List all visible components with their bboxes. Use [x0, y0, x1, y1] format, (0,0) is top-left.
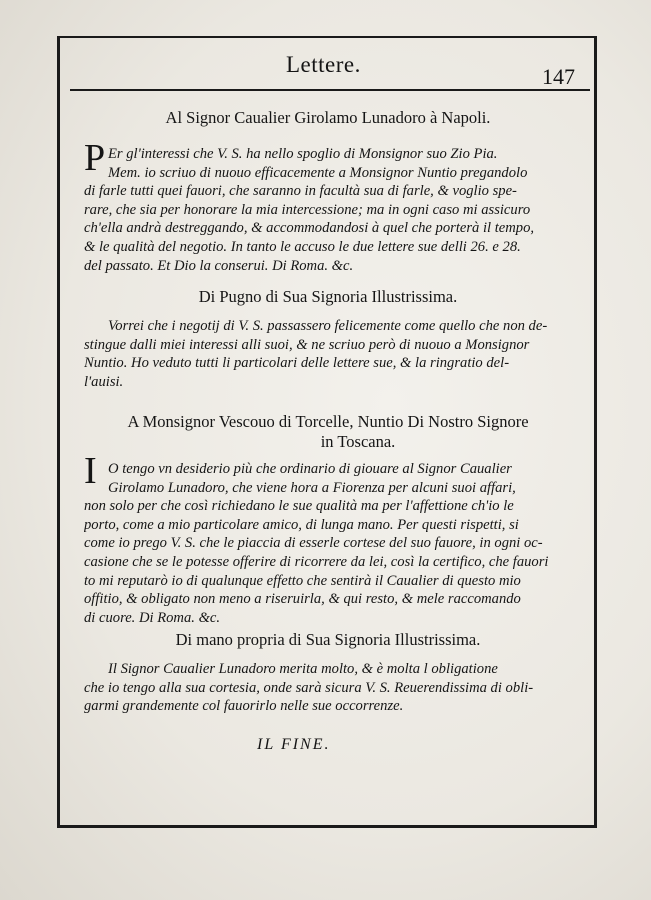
text-line: come io prego V. S. che le piaccia di esserle cortese del suo fauore, in ogni oc- — [84, 535, 543, 552]
text-line: casione che se le potesse offerire di ricorrere da lei, così la certifico, che fauori — [84, 553, 549, 570]
text-line: Mem. io scriuo di nuouo efficacemente a Monsignor Nuntio pregandolo — [108, 164, 528, 181]
text-line: Nuntio. Ho veduto tutti li particolari delle lettere sue, & la ringratio del- — [84, 355, 510, 372]
letter-1-initial: P — [84, 137, 106, 179]
letter-2-body — [84, 317, 586, 391]
text-line: Girolamo Lunadoro, che viene hora a Fiorenza per alcuni suoi affari, — [108, 479, 516, 496]
letter-2-heading: Di Pugno di Sua Signoria Illustrissima. — [198, 287, 458, 306]
text-line: Vorrei che i negotij di V. S. passassero felicemente come quello che non de- — [108, 318, 548, 334]
text-line: & le qualità del negotio. In tanto le accuso le due lettere sue delli 26. e 28. — [84, 238, 521, 255]
text-line: non solo per che così richiedano le sue qualità ma per l'affettione ch'io le — [84, 498, 514, 515]
letter-4-heading: Di mano propria di Sua Signoria Illustrissima. — [175, 630, 481, 649]
colophon-il-fine: IL FINE. — [257, 736, 331, 753]
letter-1-heading: Al Signor Caualier Girolamo Lunadoro à Napoli. — [165, 108, 491, 127]
letter-1-body — [84, 145, 586, 275]
text-line: di cuore. Di Roma. &c. — [84, 609, 221, 626]
text-line: stingue dalli miei interessi alli suoi, & ne scriuo però di nuouo a Monsignor — [84, 336, 530, 353]
text-line: l'auisi. — [84, 373, 124, 390]
text-line: Il Signor Caualier Lunadoro merita molto, & è molta l obligatione — [108, 661, 498, 677]
text-line: ch'ella andrà destreggando, & accommodandosi à quel che porterà il tempo, — [84, 220, 535, 237]
letter-3-initial: I — [84, 450, 97, 492]
letter-4-body — [84, 660, 586, 716]
letter-3-body — [84, 460, 586, 627]
heading-line: in Toscana. — [320, 432, 396, 451]
heading-line: A Monsignor Vescouo di Torcelle, Nuntio Di Nostro Signore — [127, 412, 529, 431]
text-line: garmi grandemente col fauorirlo nelle sue occorrenze. — [84, 698, 404, 715]
text-line: di farle tutti quei fauori, che saranno in facultà sua di farle, & voglio spe- — [84, 183, 517, 200]
header-rule — [70, 89, 590, 91]
letter-3-heading — [70, 412, 586, 452]
text-line: O tengo vn desiderio più che ordinario di giouare al Signor Caualier — [108, 461, 512, 477]
text-line: rare, che sia per honorare la mia intercessione; ma in ogni caso mi assicuro — [84, 201, 531, 218]
text-line: Er gl'interessi che V. S. ha nello spoglio di Monsignor suo Zio Pia. — [108, 146, 498, 162]
text-line: che io tengo alla sua cortesia, onde sarà sicura V. S. Reuerendissima di obli- — [84, 679, 534, 696]
page-number: 147 — [542, 64, 575, 89]
text-line: to mi reputarò io di qualunque effetto che sentirà il Caualier di questo mio — [84, 572, 521, 589]
text-line: porto, come a mio particolare amico, di lunga mano. Per questi rispetti, si — [84, 516, 519, 533]
running-head: Lettere. — [286, 52, 361, 77]
text-line: offitio, & obligato non meno a riseruirla, & qui resto, & mele raccomando — [84, 591, 521, 608]
text-line: del passato. Et Dio la conserui. Di Roma. &c. — [84, 257, 354, 274]
